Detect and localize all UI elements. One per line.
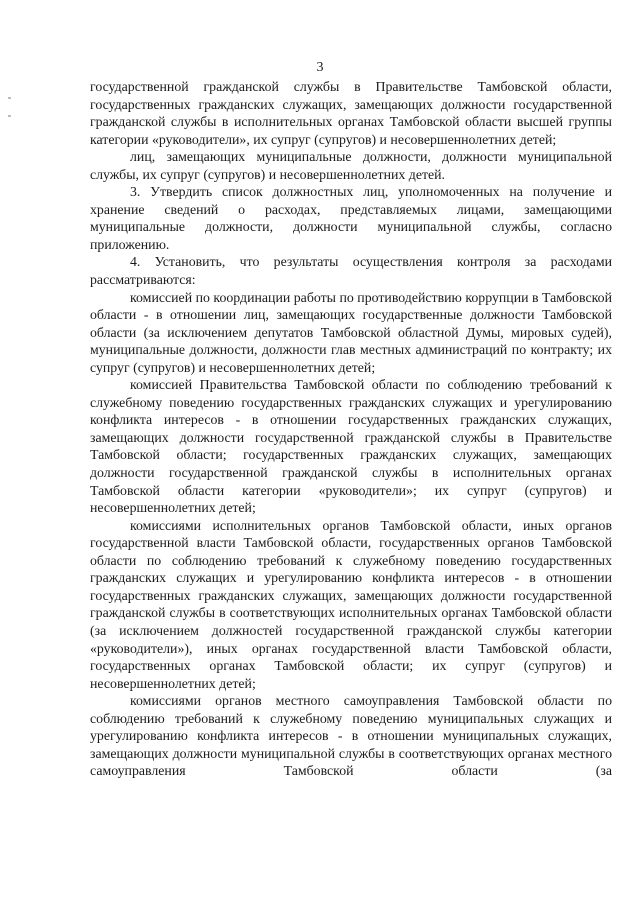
paragraph-local-government-commissions: комиссиями органов местного самоуправления Тамбовской области по соблюдению требований к служебному поведению муниципальных служащих и урегулированию конфликта интересов - в отношении муниципальных служащих, замещающих должности муниципальной службы в соответствующих органах местного самоуправления Тамбовской области (за xyxy=(90,693,612,779)
paragraph-government-commission: комиссией Правительства Тамбовской области по соблюдению требований к служебному поведению государственных гражданских служащих и урегулированию конфликта интересов - в отношении государственных гражданских служащих, замещающих должности государственной гражданской службы в Правительстве Тамбовской области; государственных гражданских служащих, замещающих должности государственной гражданской службы в исполнительных органах Тамбовской области категории «руководители»; их супруг (супругов) и несовершеннолетних детей; xyxy=(90,377,612,516)
paragraph-municipal-persons: лиц, замещающих муниципальные должности, должности муниципальной службы, их супруг (супругов) и несовершеннолетних детей. xyxy=(90,149,612,182)
paragraph-item-4: 4. Установить, что результаты осуществления контроля за расходами рассматриваются: xyxy=(90,254,612,288)
page-number: 3 xyxy=(316,60,324,75)
paragraph-item-3: 3. Утвердить список должностных лиц, уполномоченных на получение и хранение сведений о расходах, представляемых лицами, замещающими муниципальные должности, должности муниципальной службы, согласно приложению. xyxy=(90,184,612,252)
document-body xyxy=(90,78,612,780)
paragraph-anticorruption-commission: комиссией по координации работы по противодействию коррупции в Тамбовской области - в отношении лиц, замещающих государственные должности Тамбовской области (за исключением депутатов Тамбовской областной Думы, мировых судей), муниципальные должности, должности глав местных администраций по контракту; их супруг (супругов) и несовершеннолетних детей; xyxy=(90,289,612,375)
paragraph-continuation: государственной гражданской службы в Правительстве Тамбовской области, государственных гражданских служащих, замещающих должности государственной гражданской службы в исполнительных органах Тамбовской области высшей группы категории «руководители», их супруг (супругов) и несовершеннолетних детей; xyxy=(90,79,612,147)
paragraph-executive-bodies-commissions: комиссиями исполнительных органов Тамбовской области, иных органов государственной власти Тамбовской области, государственных органов Тамбовской области по соблюдению требований к служебному поведению государственных гражданских служащих и урегулированию конфликта интересов - в отношении государственных гражданских служащих, замещающих должности государственной гражданской службы в соответствующих исполнительных органах Тамбовской области (за исключением должностей государственной гражданской службы категории «руководители»), иных органах государственной власти Тамбовской области, государственных органах Тамбовской области; их супруг (супругов) и несовершеннолетних детей; xyxy=(90,517,612,691)
margin-mark xyxy=(8,115,11,117)
margin-mark xyxy=(8,97,11,99)
